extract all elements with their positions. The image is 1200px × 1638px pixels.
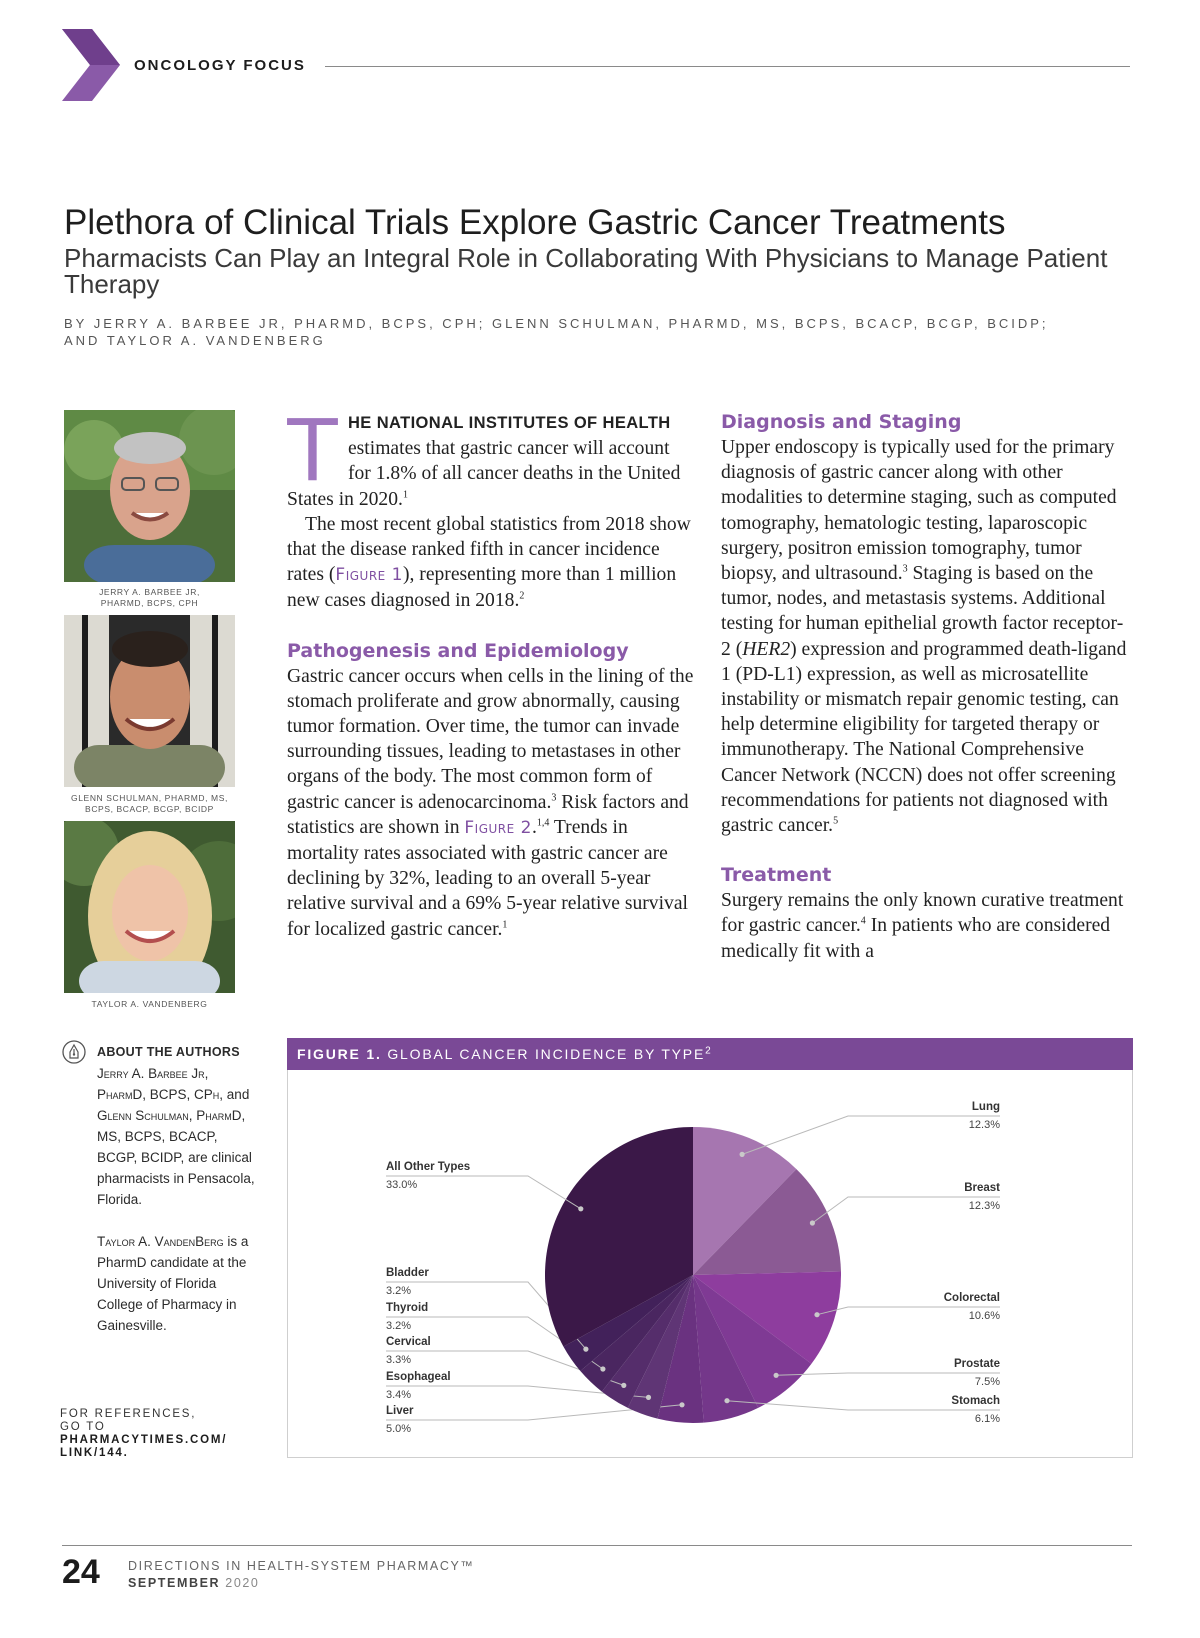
pie-label-stomach: Stomach	[951, 1395, 1000, 1407]
article-title: Plethora of Clinical Trials Explore Gastric Cancer Treatments	[64, 203, 1006, 242]
about-heading: ABOUT THE AUTHORS	[97, 1045, 240, 1059]
paragraph-pathogenesis: Gastric cancer occurs when cells in the lining of the stomach proliferate and grow abnormally, causing tumor formation. Over time, the tumor can invade surrounding tissues, leading to metastases in other organs of the body. The most common form of gastric cancer is adenocarcinoma.$^3$ Risk factors and statistics are shown in Figure 2.$^{1,4}$ Trends in mortality rates associated with gastric cancer are declining by 32%, leading to an overall 5-year relative survival and a 69% 5-year relative survival for localized gastric cancer.$^1$	[287, 665, 694, 940]
pie-value-stomach: 6.1%	[974, 1413, 1000, 1425]
about-paragraph-2: Taylor A. VandenBerg is a PharmD candidate at the University of Florida College of Pharmacy in Gainesville.	[97, 1234, 249, 1333]
leader-dot-all-other-types	[578, 1206, 583, 1211]
section-label: ONCOLOGY FOCUS	[134, 57, 306, 74]
references-link[interactable]: PHARMACYTIMES.COM/ LINK/144.	[60, 1434, 228, 1459]
leader-dot-breast	[810, 1220, 815, 1225]
leader-dot-esophageal	[646, 1395, 651, 1400]
author-photo-vandenberg	[64, 821, 235, 993]
leader-dot-thyroid	[600, 1366, 605, 1371]
pie-value-cervical: 3.3%	[386, 1354, 412, 1366]
pie-label-all-other-types: All Other Types	[386, 1161, 471, 1173]
section-chevron-icon	[62, 29, 120, 101]
intro-paragraph: THE NATIONAL INSTITUTES OF HEALTH estimates that gastric cancer will account for 1.8% of all cancer deaths in the United States in 2020.$^1$	[285, 400, 681, 510]
pie-label-lung: Lung	[971, 1101, 1000, 1113]
paragraph-diagnosis: Upper endoscopy is typically used for the primary diagnosis of gastric cancer along with other modalities to determine staging, such as computed tomography, hematologic testing, laparoscopic surgery, positron emission tomography, tumor biopsy, and ultrasound.$^3$ Staging is based on the tumor, nodes, and metastasis systems. Additional testing for human epithelial growth factor receptor-2 (HER2) expression and programmed death-ligand 1 (PD-L1) expression, as well as microsatellite instability or mismatch repair genomic testing, can help determine eligibility for targeted therapy or immunotherapy. The National Comprehensive Cancer Network (NCCN) does not offer screening recommendations for patients not diagnosed with gastric cancer.$^5$	[721, 437, 1127, 837]
leader-dot-liver	[679, 1402, 684, 1407]
paragraph-treatment: Surgery remains the only known curative treatment for gastric cancer.$^4$ In patients who are considered medically fit with a	[721, 890, 1124, 962]
leader-dot-prostate	[774, 1373, 779, 1378]
pie-value-all-other-types: 33.0%	[386, 1179, 418, 1191]
figure-1-reference[interactable]: Figure 1	[335, 565, 403, 586]
drop-cap: T	[285, 400, 340, 500]
subhead-diagnosis: Diagnosis and Staging	[721, 411, 962, 433]
pie-chart	[288, 1070, 1132, 1458]
pie-value-breast: 12.3%	[968, 1200, 1000, 1212]
about-the-authors	[97, 1042, 257, 1336]
author-caption-vandenberg: TAYLOR A. VANDENBERG	[91, 999, 208, 1009]
pie-label-thyroid: Thyroid	[386, 1302, 429, 1314]
author-photo-schulman	[64, 615, 235, 787]
leader-dot-stomach	[724, 1398, 729, 1403]
author-caption-barbee: JERRY A. BARBEE JR, PHARMD, BCPS, CPH	[99, 587, 200, 608]
pie-label-colorectal: Colorectal	[943, 1292, 1000, 1304]
leader-dot-lung	[740, 1152, 745, 1157]
leader-dot-colorectal	[814, 1312, 819, 1317]
pie-label-cervical: Cervical	[386, 1336, 431, 1348]
header-rule	[325, 66, 1130, 67]
figure-2-reference[interactable]: Figure 2	[464, 817, 532, 838]
paragraph-statistics: The most recent global statistics from 2018 show that the disease ranked fifth in cancer incidence rates (Figure 1), representing more than 1 million new cases diagnosed in 2018.$^2$	[287, 513, 691, 612]
author-photo-barbee	[64, 410, 235, 582]
footer-rule	[62, 1545, 1132, 1546]
leader-line-lung	[742, 1116, 1000, 1154]
article-column-middle	[285, 400, 697, 942]
pie-label-esophageal: Esophageal	[386, 1371, 451, 1383]
about-paragraph-1: Jerry A. Barbee Jr, PharmD, BCPS, CPh, and Glenn Schulman, PharmD, MS, BCPS, BCACP, BCGP, BCIDP, are clinical pharmacists in Pensacola, Florida.	[97, 1066, 255, 1207]
pie-value-thyroid: 3.2%	[386, 1320, 412, 1332]
leader-dot-cervical	[621, 1383, 626, 1388]
subhead-pathogenesis: Pathogenesis and Epidemiology	[287, 639, 629, 662]
pie-value-colorectal: 10.6%	[968, 1310, 1000, 1322]
pie-value-esophageal: 3.4%	[386, 1389, 412, 1401]
leader-dot-bladder	[583, 1347, 588, 1352]
publication-name: DIRECTIONS IN HEALTH-SYSTEM PHARMACY™	[128, 1559, 475, 1573]
pie-value-prostate: 7.5%	[974, 1376, 1000, 1388]
article-subtitle: Pharmacists Can Play an Integral Role in Collaborating With Physicians to Manage Patient Therapy	[64, 243, 1108, 299]
author-caption-schulman: GLENN SCHULMAN, PHARMD, MS, BCPS, BCACP, BCGP, BCIDP	[71, 793, 228, 814]
page-number: 24	[62, 1553, 100, 1591]
subhead-treatment: Treatment	[721, 864, 832, 887]
pie-label-liver: Liver	[386, 1405, 414, 1417]
pie-value-bladder: 3.2%	[386, 1285, 412, 1297]
pie-value-liver: 5.0%	[386, 1423, 412, 1435]
references-note: FOR REFERENCES, GO TO PHARMACYTIMES.COM/ LINK/144.	[60, 1408, 228, 1459]
pie-label-prostate: Prostate	[953, 1358, 1000, 1370]
article-column-right	[721, 410, 1131, 964]
article-byline: BY JERRY A. BARBEE JR, PHARMD, BCPS, CPH; GLENN SCHULMAN, PHARMD, MS, BCPS, BCACP, BCGP, BCIDP; AND TAYLOR A. VANDENBERG	[64, 316, 1049, 348]
pie-label-bladder: Bladder	[386, 1267, 429, 1279]
pie-label-breast: Breast	[964, 1182, 1000, 1194]
publication-date: SEPTEMBER 2020	[128, 1576, 260, 1590]
figure-1-title: FIGURE 1. GLOBAL CANCER INCIDENCE BY TYPE$^2$	[297, 1045, 713, 1062]
pie-value-lung: 12.3%	[968, 1119, 1000, 1131]
leader-line-prostate	[776, 1373, 1000, 1375]
pen-nib-icon	[62, 1040, 86, 1064]
